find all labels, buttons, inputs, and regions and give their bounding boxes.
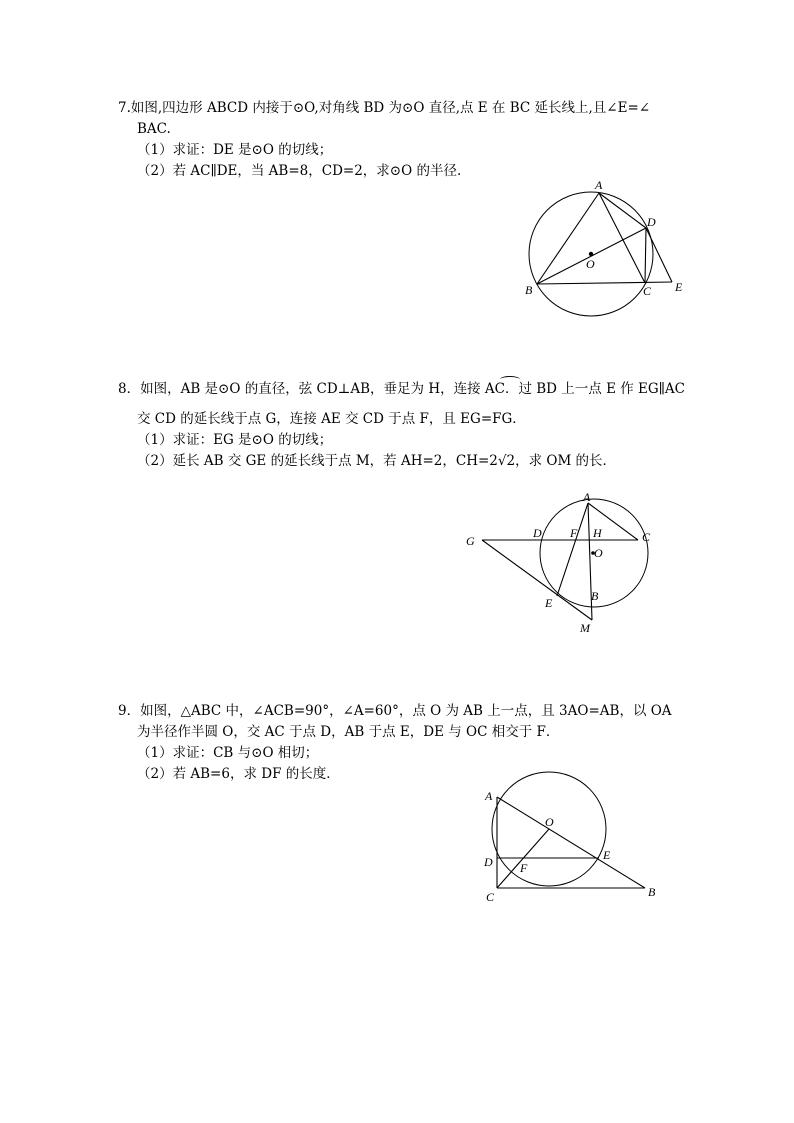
problem-9-line-3: （1）求证：CB 与⊙O 相切； xyxy=(137,745,319,761)
label-E: E xyxy=(675,280,683,294)
label-A: A xyxy=(595,178,603,192)
label-G: G xyxy=(466,534,475,548)
label-D: D xyxy=(484,855,493,869)
problem-7-line-1: 7.如图,四边形 ABCD 内接于⊙O,对角线 BD 为⊙O 直径,点 E 在 BC 延长线上,且∠E=∠ xyxy=(118,100,651,116)
label-H: H xyxy=(593,526,602,540)
problem-8-line-3: （1）求证：EG 是⊙O 的切线； xyxy=(137,432,333,448)
problem-9-line-2: 为半径作半圆 O，交 AC 于点 D，AB 于点 E，DE 与 OC 相交于 F． xyxy=(137,724,560,740)
problem-8-line-4: （2）延长 AB 交 GE 的延长线于点 M，若 AH=2，CH=2√2，求 OM 的长． xyxy=(137,453,617,469)
label-D: D xyxy=(533,526,542,540)
problem-7-line-4: （2）若 AC∥DE，当 AB=8，CD=2，求⊙O 的半径. xyxy=(137,163,462,179)
label-C: C xyxy=(642,530,651,544)
problem-9-figure xyxy=(478,765,668,910)
label-A: A xyxy=(485,789,493,803)
label-F: F xyxy=(570,526,578,540)
label-C: C xyxy=(486,890,495,904)
label-F: F xyxy=(520,861,528,875)
label-E: E xyxy=(603,848,611,862)
problem-9-line-4: （2）若 AB=6，求 DF 的长度． xyxy=(137,766,340,782)
label-O: O xyxy=(594,546,603,560)
label-A: A xyxy=(583,490,591,504)
label-B: B xyxy=(591,589,599,603)
label-B: B xyxy=(525,283,533,297)
label-B: B xyxy=(648,885,656,899)
label-M: M xyxy=(580,621,590,635)
problem-8-line-1: 8．如图，AB 是⊙O 的直径，弦 CD⊥AB，垂足为 H，连接 AC．过 BD 上一点 E 作 EG∥AC xyxy=(118,381,685,397)
problem-7-line-3: （1）求证：DE 是⊙O 的切线； xyxy=(137,142,333,158)
label-C: C xyxy=(643,284,652,298)
problem-9-line-1: 9．如图，△ABC 中，∠ACB=90°，∠A=60°，点 O 为 AB 上一点，且 3AO=AB，以 OA xyxy=(118,703,672,719)
problem-8-line-2: 交 CD 的延长线于点 G，连接 AE 交 CD 于点 F，且 EG=FG． xyxy=(137,411,526,427)
problem-8-figure xyxy=(460,490,660,640)
label-O: O xyxy=(586,257,595,271)
label-E: E xyxy=(545,596,553,610)
problem-7-figure xyxy=(510,175,700,325)
problem-7-line-2: BAC. xyxy=(137,121,171,137)
arc-bd-mark xyxy=(500,376,520,383)
label-O: O xyxy=(545,815,554,829)
label-D: D xyxy=(647,215,656,229)
